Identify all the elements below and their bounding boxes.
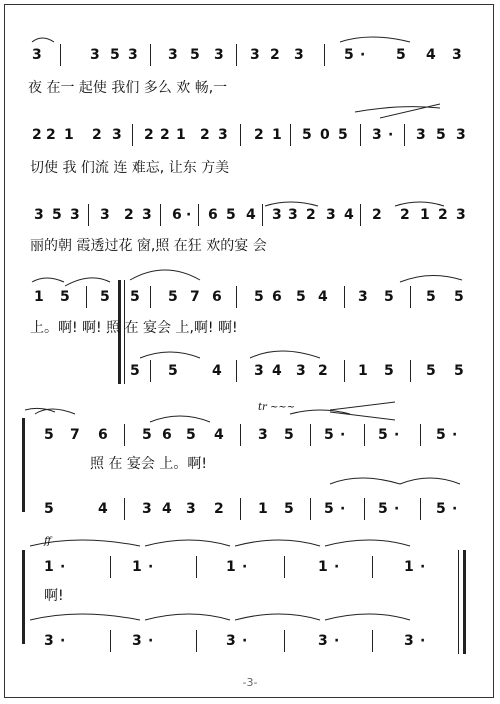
barline bbox=[372, 556, 373, 578]
barline bbox=[240, 424, 241, 446]
note: 4 bbox=[272, 363, 282, 379]
note: · bbox=[334, 633, 340, 649]
note: 6 bbox=[208, 207, 218, 223]
barline bbox=[240, 124, 241, 146]
note: 5 bbox=[454, 363, 464, 379]
barline bbox=[420, 498, 421, 520]
barline bbox=[132, 124, 133, 146]
barline bbox=[364, 498, 365, 520]
barline bbox=[196, 630, 197, 652]
note: 5 bbox=[168, 363, 178, 379]
note: 5 bbox=[302, 127, 312, 143]
note: 2 bbox=[92, 127, 102, 143]
note: 6 bbox=[212, 289, 222, 305]
note: 3 bbox=[100, 207, 110, 223]
note: 1 bbox=[358, 363, 368, 379]
barline bbox=[60, 44, 61, 66]
lyrics-line-2: 切使 我 们流 连 难忘, 让东 方美 bbox=[30, 160, 230, 176]
note: 2 bbox=[214, 501, 224, 517]
note: 3 bbox=[44, 633, 54, 649]
barline bbox=[124, 498, 125, 520]
barline bbox=[410, 360, 411, 382]
note: 5 bbox=[426, 289, 436, 305]
note: · bbox=[334, 559, 340, 575]
note: 4 bbox=[98, 501, 108, 517]
note: 4 bbox=[426, 47, 436, 63]
note: 6 bbox=[98, 427, 108, 443]
note: 5 bbox=[426, 363, 436, 379]
note: 1 bbox=[132, 559, 142, 575]
note: · bbox=[186, 207, 192, 223]
note: 3 bbox=[254, 363, 264, 379]
final-barline-thin bbox=[458, 550, 459, 654]
barline bbox=[150, 360, 151, 382]
note: 3 bbox=[318, 633, 328, 649]
note: 5 bbox=[60, 289, 70, 305]
barline bbox=[364, 424, 365, 446]
note: 1 bbox=[44, 559, 54, 575]
barline bbox=[290, 124, 291, 146]
note: 2 bbox=[270, 47, 280, 63]
note: 1 bbox=[404, 559, 414, 575]
note: 5 bbox=[254, 289, 264, 305]
note: 1 bbox=[64, 127, 74, 143]
note: 3 bbox=[132, 633, 142, 649]
note: 5 bbox=[110, 47, 120, 63]
note: 5 bbox=[186, 427, 196, 443]
note: · bbox=[420, 633, 426, 649]
note: 3 bbox=[296, 363, 306, 379]
note: 3 bbox=[128, 47, 138, 63]
note: 4 bbox=[344, 207, 354, 223]
note: · bbox=[388, 127, 394, 143]
note: 4 bbox=[162, 501, 172, 517]
note: 5 bbox=[52, 207, 62, 223]
note: 3 bbox=[294, 47, 304, 63]
note: 4 bbox=[318, 289, 328, 305]
note: 3 bbox=[456, 207, 466, 223]
barline bbox=[236, 360, 237, 382]
note: 3 bbox=[142, 501, 152, 517]
barline bbox=[124, 424, 125, 446]
note: 5 bbox=[168, 289, 178, 305]
note: 7 bbox=[190, 289, 200, 305]
note: 5 bbox=[284, 427, 294, 443]
note: · bbox=[148, 559, 154, 575]
note: 3 bbox=[288, 207, 298, 223]
note: 3 bbox=[452, 47, 462, 63]
final-barline-thick bbox=[463, 550, 466, 654]
barline bbox=[86, 286, 87, 308]
note: 1 bbox=[420, 207, 430, 223]
barline bbox=[150, 44, 151, 66]
note: 2 bbox=[400, 207, 410, 223]
barline bbox=[324, 44, 325, 66]
note: 5 bbox=[378, 427, 388, 443]
note: 3 bbox=[32, 47, 42, 63]
barline bbox=[404, 124, 405, 146]
barline bbox=[360, 204, 361, 226]
barline bbox=[160, 204, 161, 226]
note: 6 bbox=[172, 207, 182, 223]
note: 4 bbox=[212, 363, 222, 379]
barline bbox=[410, 286, 411, 308]
note: 5 bbox=[324, 501, 334, 517]
note: 2 bbox=[46, 127, 56, 143]
note: · bbox=[420, 559, 426, 575]
system-bracket bbox=[22, 418, 25, 512]
lyrics-line-5: 照 在 宴会 上。啊! bbox=[90, 456, 207, 472]
note: · bbox=[340, 427, 346, 443]
note: 1 bbox=[272, 127, 282, 143]
barline bbox=[262, 204, 263, 226]
note: 5 bbox=[100, 289, 110, 305]
dynamic-mark: ff bbox=[44, 536, 52, 547]
note: · bbox=[242, 559, 248, 575]
note: 2 bbox=[318, 363, 328, 379]
note: 2 bbox=[372, 207, 382, 223]
note: 5 bbox=[130, 363, 140, 379]
note: 5 bbox=[142, 427, 152, 443]
note: 2 bbox=[200, 127, 210, 143]
note: 1 bbox=[176, 127, 186, 143]
note: · bbox=[60, 559, 66, 575]
note: 2 bbox=[306, 207, 316, 223]
note: · bbox=[452, 427, 458, 443]
note: 2 bbox=[438, 207, 448, 223]
note: 5 bbox=[384, 289, 394, 305]
note: 5 bbox=[324, 427, 334, 443]
system-bracket bbox=[22, 550, 25, 644]
note: 3 bbox=[90, 47, 100, 63]
note: 7 bbox=[70, 427, 80, 443]
note: 4 bbox=[246, 207, 256, 223]
note: · bbox=[340, 501, 346, 517]
note: 5 bbox=[130, 289, 140, 305]
lyrics-line-3: 丽的朝 霞透过花 窗,照 在狂 欢的宴 会 bbox=[30, 238, 267, 254]
barline bbox=[236, 286, 237, 308]
barline bbox=[150, 286, 151, 308]
note: 5 bbox=[378, 501, 388, 517]
lyrics-line-6: 啊! bbox=[44, 588, 64, 604]
note: 0 bbox=[320, 127, 330, 143]
note: 3 bbox=[358, 289, 368, 305]
note: 3 bbox=[218, 127, 228, 143]
note: 1 bbox=[318, 559, 328, 575]
barline bbox=[310, 498, 311, 520]
barline bbox=[196, 556, 197, 578]
note: 5 bbox=[436, 427, 446, 443]
barline bbox=[284, 630, 285, 652]
barline bbox=[284, 556, 285, 578]
note: 5 bbox=[344, 47, 354, 63]
note: 6 bbox=[162, 427, 172, 443]
note: · bbox=[148, 633, 154, 649]
note: 3 bbox=[404, 633, 414, 649]
barline bbox=[344, 360, 345, 382]
barline bbox=[372, 630, 373, 652]
barline bbox=[110, 556, 111, 578]
note: 5 bbox=[396, 47, 406, 63]
note: 5 bbox=[338, 127, 348, 143]
note: 3 bbox=[186, 501, 196, 517]
barline bbox=[240, 498, 241, 520]
note: 3 bbox=[34, 207, 44, 223]
note: 5 bbox=[454, 289, 464, 305]
note: 5 bbox=[384, 363, 394, 379]
note: 3 bbox=[112, 127, 122, 143]
note: 3 bbox=[226, 633, 236, 649]
note: 2 bbox=[32, 127, 42, 143]
barline bbox=[110, 630, 111, 652]
note: 2 bbox=[160, 127, 170, 143]
lyrics-line-4: 上。啊! 啊! 照 在 宴会 上,啊! 啊! bbox=[30, 320, 238, 336]
note: 2 bbox=[124, 207, 134, 223]
note: 1 bbox=[34, 289, 44, 305]
note: 3 bbox=[456, 127, 466, 143]
barline bbox=[420, 424, 421, 446]
note: · bbox=[394, 427, 400, 443]
note: 1 bbox=[258, 501, 268, 517]
note: 5 bbox=[44, 501, 54, 517]
note: 3 bbox=[326, 207, 336, 223]
note: 5 bbox=[296, 289, 306, 305]
note: 3 bbox=[372, 127, 382, 143]
note: 6 bbox=[272, 289, 282, 305]
barline bbox=[344, 286, 345, 308]
barline bbox=[88, 204, 89, 226]
page-number: -3- bbox=[242, 676, 258, 689]
note: 3 bbox=[214, 47, 224, 63]
note: 3 bbox=[70, 207, 80, 223]
note: 3 bbox=[142, 207, 152, 223]
note: · bbox=[60, 633, 66, 649]
note: · bbox=[242, 633, 248, 649]
note: 3 bbox=[272, 207, 282, 223]
lyrics-line-1: 夜 在一 起使 我们 多么 欢 畅,一 bbox=[28, 80, 228, 96]
note: 5 bbox=[226, 207, 236, 223]
note: 3 bbox=[416, 127, 426, 143]
note: 5 bbox=[190, 47, 200, 63]
note: 3 bbox=[250, 47, 260, 63]
barline bbox=[310, 424, 311, 446]
note: 5 bbox=[436, 501, 446, 517]
barline bbox=[360, 124, 361, 146]
note: · bbox=[360, 47, 366, 63]
note: · bbox=[394, 501, 400, 517]
note: 2 bbox=[144, 127, 154, 143]
note: · bbox=[452, 501, 458, 517]
barline bbox=[236, 44, 237, 66]
note: 1 bbox=[226, 559, 236, 575]
barline bbox=[198, 204, 199, 226]
note: 5 bbox=[44, 427, 54, 443]
note: 3 bbox=[258, 427, 268, 443]
note: 4 bbox=[214, 427, 224, 443]
note: 5 bbox=[436, 127, 446, 143]
note: 5 bbox=[284, 501, 294, 517]
note: 3 bbox=[168, 47, 178, 63]
trill-mark: tr ~~~ bbox=[258, 402, 296, 413]
note: 2 bbox=[254, 127, 264, 143]
